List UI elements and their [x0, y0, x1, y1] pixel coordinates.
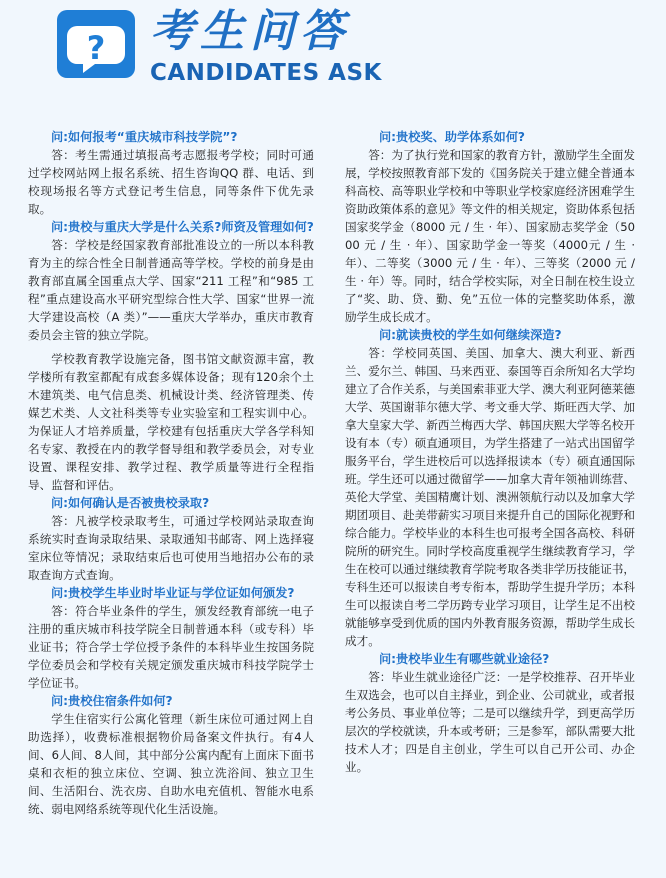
answer: 答：考生需通过填报高考志愿报考学校；同时可通过学校网站网上报名系统、招生咨询QQ 群、电话、到校现场报名等方式登记考生信息，同等条件下优先录取。: [28, 148, 314, 216]
answer: 学校教育教学设施完备，图书馆文献资源丰富，教学楼所有教室都配有成套多媒体设备；现有120余个土木建筑类、电气信息类、机械设计类、经济管理类、传媒艺术类、人文社科类等专业实验室和工程实训中心。为保证人才培养质量，学校建有包括重庆大学各学科知名专家、教授在内的教学督导组和教学委员会，对专业设置、课程安排、教学过程、教学质量等进行全程指导、监督和评估。: [28, 352, 314, 492]
question: 问:贵校住宿条件如何?: [51, 694, 173, 708]
question: 问:贵校毕业生有哪些就业途径?: [379, 652, 550, 666]
question: 问:贵校奖、助学体系如何?: [379, 130, 526, 144]
question: 问:如何报考“重庆城市科技学院”?: [51, 130, 238, 144]
qa-item: [28, 218, 314, 494]
question: 问:贵校学生毕业时毕业证与学位证如何颁发?: [51, 586, 295, 600]
question-bubble-icon: [57, 10, 135, 78]
left-column: [28, 128, 314, 818]
page-header: [0, 0, 666, 110]
answer: 学生住宿实行公寓化管理（新生床位可通过网上自助选择），收费标准根据物价局备案文件执行。有4人间、6人间、8人间，其中部分公寓内配有上面床下面书桌和衣柜的独立床位、空调、独立洗浴间、独立卫生间、生活阳台、洗衣房、自助水电充值机、智能水电系统、弱电网络系统等现代化生活设施。: [28, 712, 314, 816]
right-column: [345, 128, 635, 776]
question: 问:如何确认是否被贵校录取?: [51, 496, 210, 510]
answer: 答：符合毕业条件的学生，颁发经教育部统一电子注册的重庆城市科技学院全日制普通本科（或专科）毕业证书；符合学士学位授予条件的本科毕业生按国务院学位委员会和学校有关规定颁发重庆城市科技学院学士学位证书。: [28, 604, 314, 690]
page-title: 考生问答: [150, 6, 350, 57]
answer: 答：学校是经国家教育部批准设立的一所以本科教育为主的综合性全日制普通高等学校。学校的前身是由教育部直属全国重点大学、国家“211 工程”和“985 工程”重点建设高水平研究型综合性大学、国家“世界一流大学建设高校（A 类）”——重庆大学举办，重庆市教育委员会主管的独立学院。: [28, 238, 314, 342]
question: 问:贵校与重庆大学是什么关系?师资及管理如何?: [51, 220, 314, 234]
qa-item: [345, 326, 635, 650]
qa-item: [28, 692, 314, 818]
answer: 答：凡被学校录取考生，可通过学校网站录取查询系统实时查询录取结果、录取通知书邮寄、网上选择寝室床位等情况；录取结束后也可使用当地招办公布的录取查询方式查询。: [28, 514, 314, 582]
qa-item: [28, 584, 314, 692]
qa-item: [28, 494, 314, 584]
qa-item: [345, 650, 635, 776]
answer: 答：毕业生就业途径广泛：一是学校推荐、召开毕业生双选会，也可以自主择业，到企业、公司就业，或者报考公务员、事业单位等；二是可以继续升学，到更高学历层次的学校就读，升本或考研；三是参军，部队需要大批技术人才；四是自主创业，学生可以自己开公司、办企业。: [345, 670, 635, 774]
question: 问:就读贵校的学生如何继续深造?: [379, 328, 562, 342]
qa-item: [345, 128, 635, 326]
answer: 答：为了执行党和国家的教育方针，激励学生全面发展，学校按照教育部下发的《国务院关于建立健全普通本科高校、高等职业学校和中等职业学校家庭经济困难学生资助政策体系的意见》等文件的相关规定，资助体系包括国家奖学金（8000 元 / 生 · 年）、国家励志奖学金（5000 元 / 生 · 年）、国家助学金一等奖（4000元 / 生 · 年）、二等奖（3000 元 / 生 · 年）、三等奖（2000 元 / 生 · 年）等。同时，结合学校实际，对全日制在校生设立了“奖、助、贷、勤、免”五位一体的完整奖助体系，激励学生成长成才。: [345, 148, 635, 324]
answer: 答：学校同英国、美国、加拿大、澳大利亚、新西兰、爱尔兰、韩国、马来西亚、泰国等百余所知名大学均建立了合作关系，与美国索菲亚大学、澳大利亚阿德莱德大学、英国谢菲尔德大学、考文垂大学、斯旺西大学、加拿大皇家大学、新西兰梅西大学、韩国庆熙大学等名校开设有本（专）硕直通项目，为学生搭建了一站式出国留学服务平台，学生进校后可以选择报读本（专）硕直通国际班。学生还可以通过微留学——加拿大青年领袖训练营、英伦大学堂、美国精鹰计划、澳洲领航行动以及加拿大学期团项目、赴美带薪实习项目来提升自己的国际化视野和综合能力。学校毕业的本科生也可报考全国各高校、科研院所的研究生。同时学校高度重视学生继续教育学习，学生在校可以通过继续教育学院考取各类非学历技能证书，专科生还可以报读自考专衔本，帮助学生提升学历；本科生可以报读自考二学历跨专业学习项目，让学生足不出校就能够享受到优质的国内外教育服务资源，帮助学生成长成才。: [345, 346, 635, 648]
page-subtitle: CANDIDATES ASK: [150, 60, 382, 86]
svg-text:?: ?: [86, 29, 106, 67]
qa-item: [28, 128, 314, 218]
